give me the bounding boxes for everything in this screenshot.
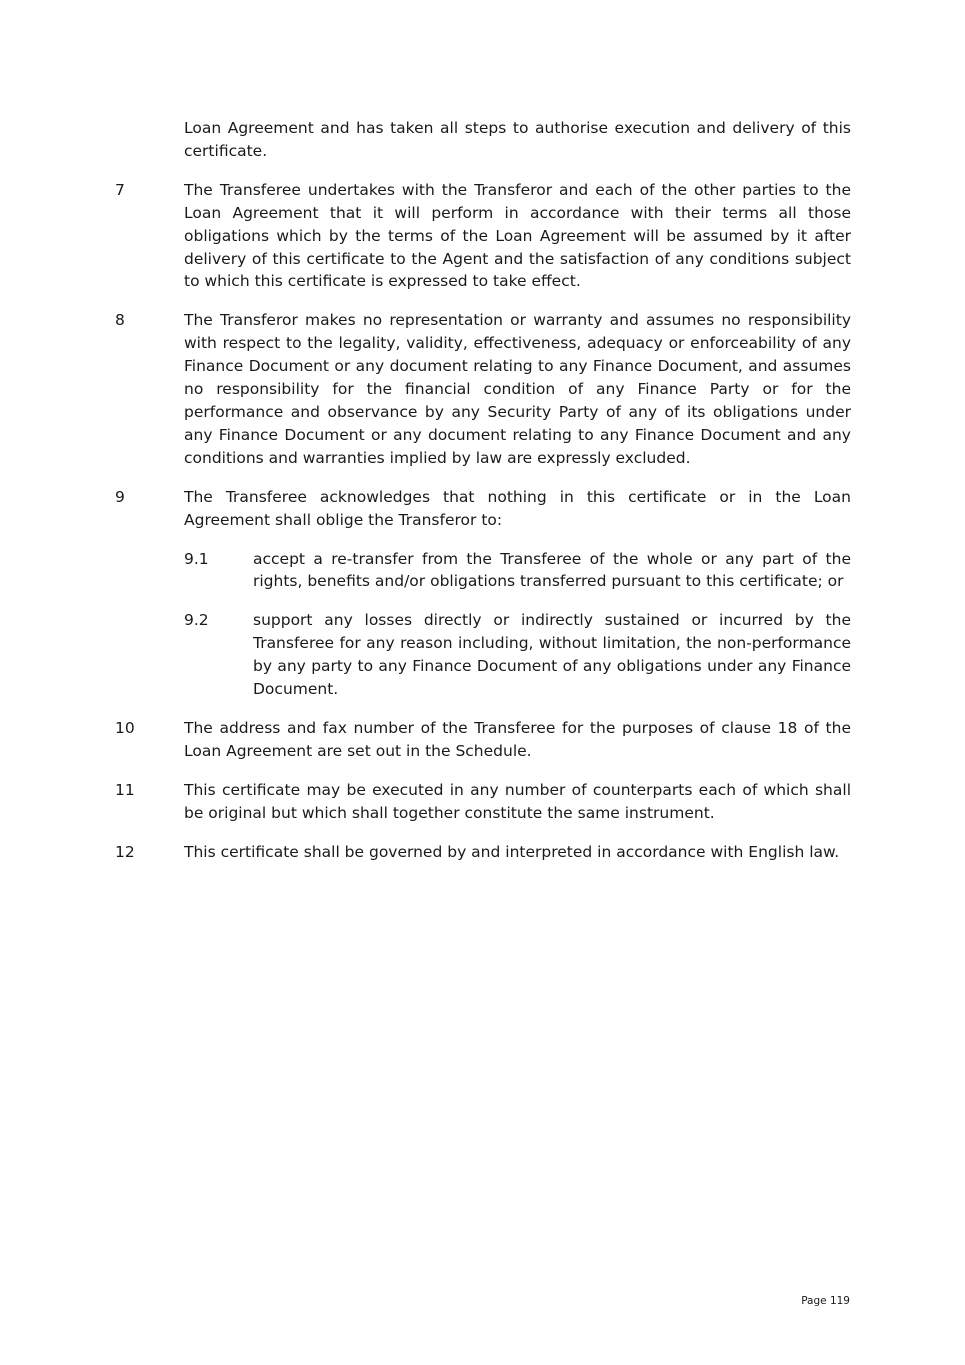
clause-12 (115, 841, 851, 864)
clause-text: This certificate shall be governed by and interpreted in accordance with English law. (184, 842, 840, 861)
clause-number: 8 (115, 311, 125, 330)
clause-text: The Transferor makes no representation or warranty and assumes no responsibility with respect to the legality, validity, effectiveness, adequacy or enforceability of any Finance Document or any document relating to any Finance Document, and assumes no responsibility for the financial condition of any Finance Party or for the performance and observance by any Security Party of any of its obligations under any Finance Document or any document relating to any Finance Document and any conditions and warranties implied by law are expressly excluded. (184, 311, 851, 467)
clause-number: 7 (115, 180, 125, 199)
paragraph-continuation (115, 117, 851, 163)
subclause-text: support any losses directly or indirectly sustained or incurred by the Transferee for any reason including, without limitation, the non-performance by any party to any Finance Document of any obligations under any Finance Document. (253, 611, 851, 699)
clause-7 (115, 179, 851, 294)
clause-number: 12 (115, 842, 135, 861)
page-number: Page 119 (801, 1295, 850, 1307)
clause-9 (115, 486, 851, 532)
subclause-9-2 (115, 609, 851, 701)
clause-11 (115, 779, 851, 825)
clause-text: This certificate may be executed in any number of counterparts each of which shall be original but which shall together constitute the same instrument. (184, 780, 851, 822)
clause-10 (115, 717, 851, 763)
clause-number: 10 (115, 718, 135, 737)
clause-number: 11 (115, 780, 135, 799)
clause-number: 9 (115, 487, 125, 506)
subclause-text: accept a re-transfer from the Transferee of the whole or any part of the rights, benefits and/or obligations transferred pursuant to this certificate; or (253, 549, 851, 591)
clause-text: The Transferee undertakes with the Transferor and each of the other parties to the Loan Agreement that it will perform in accordance with their terms all those obligations which by the terms of the Loan Agreement will be assumed by it after delivery of this certificate to the Agent and the satisfaction of any conditions subject to which this certificate is expressed to take effect. (184, 180, 851, 291)
subclause-number: 9.2 (184, 611, 209, 630)
paragraph-text: Loan Agreement and has taken all steps to authorise execution and delivery of this certificate. (184, 119, 851, 160)
clause-8 (115, 309, 851, 469)
document-body (115, 117, 851, 879)
clause-text: The Transferee acknowledges that nothing in this certificate or in the Loan Agreement shall oblige the Transferor to: (184, 487, 851, 529)
clause-text: The address and fax number of the Transferee for the purposes of clause 18 of the Loan Agreement are set out in the Schedule. (184, 718, 851, 760)
subclause-number: 9.1 (184, 549, 209, 568)
subclause-9-1 (115, 548, 851, 594)
